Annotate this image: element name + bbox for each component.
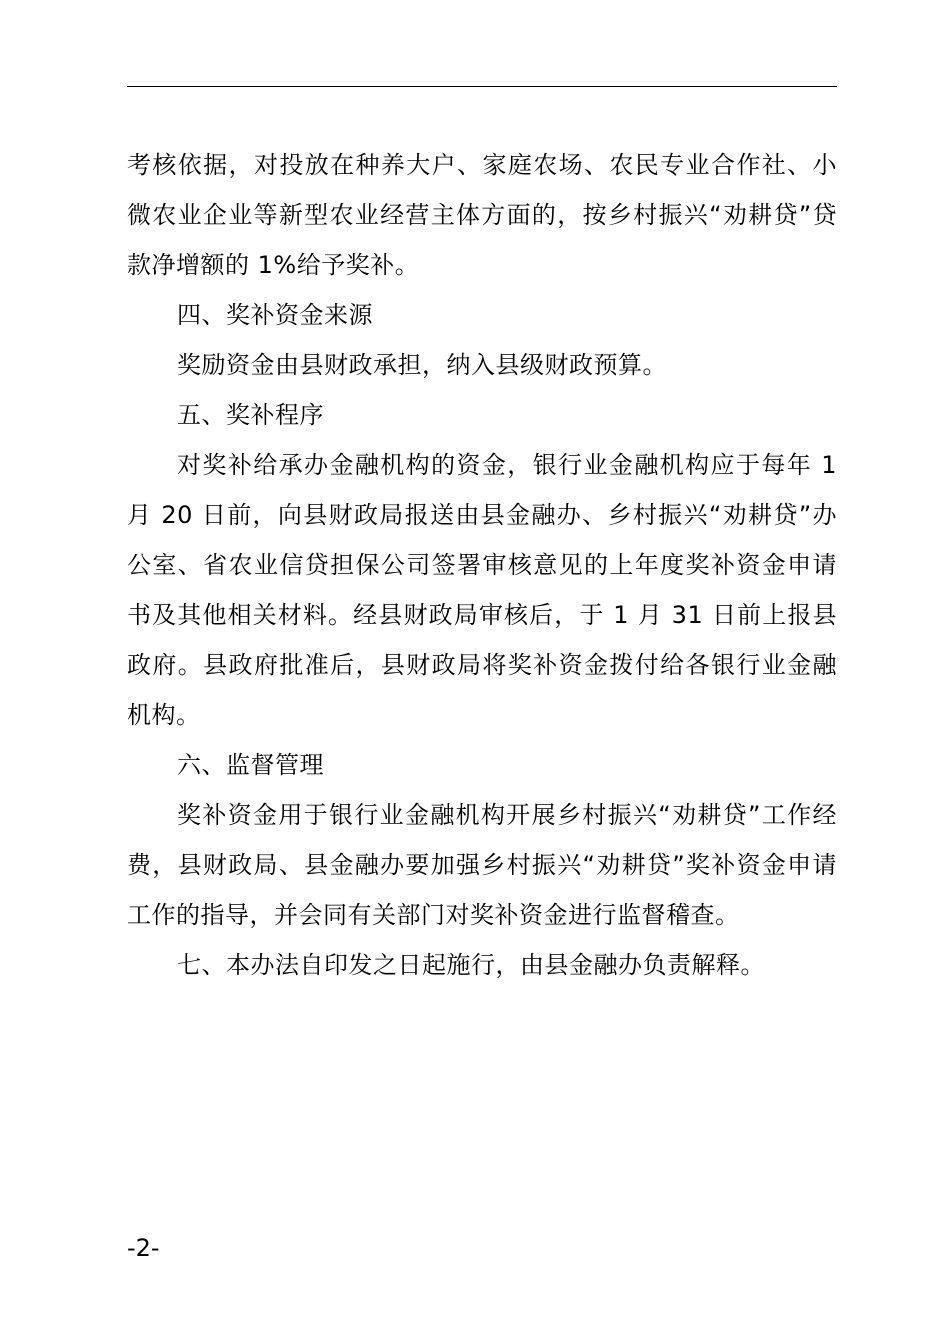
paragraph-effective-date: 七、本办法自印发之日起施行，由县金融办负责解释。 bbox=[177, 951, 765, 979]
paragraph-continuation: 考核依据，对投放在种养大户、家庭农场、农民专业合作社、小微农业企业等新型农业经营主体方面的，按乡村振兴“劝耕贷”贷款净增额的 1%给予奖补。 bbox=[127, 151, 837, 279]
document-body bbox=[127, 140, 837, 990]
paragraph-procedure: 对奖补给承办金融机构的资金，银行业金融机构应于每年 1 月 20 日前，向县财政局报送由县金融办、乡村振兴“劝耕贷”办公室、省农业信贷担保公司签署审核意见的上年度奖补资金申请书及其他相关材料。经县财政局审核后，于 1 月 31 日前上报县政府。县政府批准后，县财政局将奖补资金拨付给各银行业金融机构。 bbox=[127, 451, 837, 729]
heading-funding-source: 四、奖补资金来源 bbox=[177, 301, 373, 329]
page-number: -2- bbox=[127, 1234, 160, 1262]
header-rule bbox=[127, 86, 837, 87]
paragraph-funding-source: 奖励资金由县财政承担，纳入县级财政预算。 bbox=[177, 351, 667, 379]
heading-supervision: 六、监督管理 bbox=[177, 751, 324, 779]
paragraph-supervision: 奖补资金用于银行业金融机构开展乡村振兴“劝耕贷”工作经费，县财政局、县金融办要加强乡村振兴“劝耕贷”奖补资金申请工作的指导，并会同有关部门对奖补资金进行监督稽查。 bbox=[127, 801, 837, 929]
heading-procedure: 五、奖补程序 bbox=[177, 401, 324, 429]
